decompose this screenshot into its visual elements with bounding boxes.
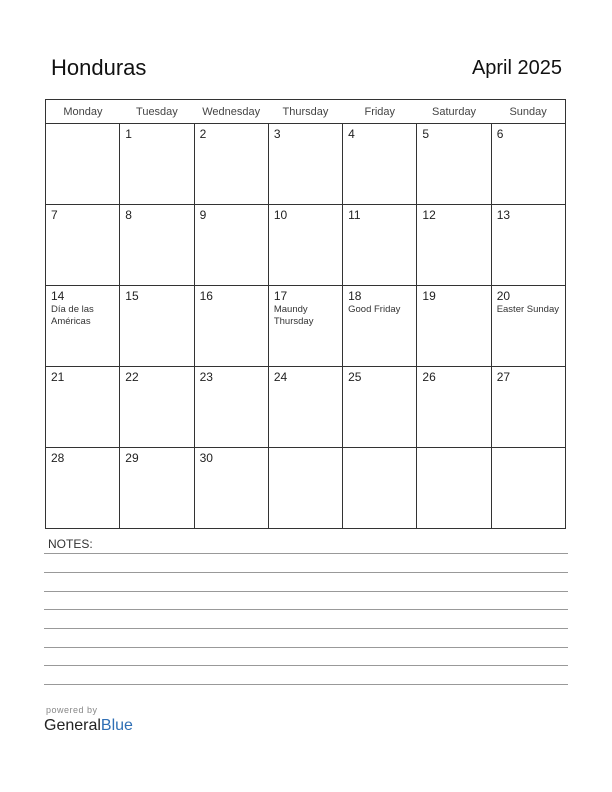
day-number: 11 xyxy=(348,208,361,222)
day-cell xyxy=(46,205,120,286)
day-cell xyxy=(343,124,417,205)
country-title: Honduras xyxy=(51,55,147,80)
day-cell xyxy=(417,367,491,448)
note-line xyxy=(44,591,568,592)
week-row xyxy=(46,286,566,367)
day-number: 28 xyxy=(51,451,65,465)
day-number: 6 xyxy=(496,127,504,141)
note-line xyxy=(44,553,568,554)
note-line xyxy=(44,684,568,685)
day-number: 23 xyxy=(199,370,213,384)
day-cell xyxy=(343,286,417,367)
day-cell xyxy=(268,367,342,448)
day-cell xyxy=(268,286,342,367)
day-number: 13 xyxy=(496,208,511,222)
week-row xyxy=(46,205,566,286)
day-number: 15 xyxy=(125,289,139,303)
day-number: 26 xyxy=(422,370,436,384)
day-number: 7 xyxy=(51,208,58,222)
day-number: 5 xyxy=(422,127,430,141)
weekday-monday: Monday xyxy=(46,100,120,124)
day-cell xyxy=(46,286,120,367)
note-line xyxy=(44,609,568,610)
note-line xyxy=(44,647,568,648)
weekday-friday: Friday xyxy=(343,100,417,124)
note-line xyxy=(44,665,568,666)
day-number: 30 xyxy=(199,451,213,465)
day-cell xyxy=(268,448,342,529)
day-cell xyxy=(491,367,565,448)
day-number: 2 xyxy=(199,127,207,141)
day-number: 22 xyxy=(125,370,139,384)
day-number: 3 xyxy=(273,127,281,141)
month-title: April 2025 xyxy=(471,57,562,79)
weekday-header-row xyxy=(46,100,566,124)
day-number: 24 xyxy=(273,370,288,384)
day-number: 4 xyxy=(348,127,355,141)
day-number: 12 xyxy=(422,208,436,222)
powered-by-text: powered by xyxy=(46,705,98,715)
day-cell xyxy=(120,124,194,205)
week-row xyxy=(46,124,566,205)
day-cell xyxy=(46,448,120,529)
holiday-label: Día de las Américas xyxy=(51,304,94,327)
day-number: 10 xyxy=(273,208,288,222)
day-number: 16 xyxy=(199,289,213,303)
holiday-label: Good Friday xyxy=(348,304,401,315)
day-number: 25 xyxy=(348,370,362,384)
holiday-label: Easter Sunday xyxy=(496,304,560,315)
day-cell xyxy=(120,448,194,529)
weekday-thursday: Thursday xyxy=(268,100,342,124)
weekday-saturday: Saturday xyxy=(417,100,491,124)
note-line xyxy=(44,572,568,573)
weekday-tuesday: Tuesday xyxy=(120,100,194,124)
day-cell xyxy=(491,124,565,205)
week-row xyxy=(46,448,566,529)
day-number: 1 xyxy=(125,127,132,141)
day-cell xyxy=(417,286,491,367)
day-cell xyxy=(417,448,491,529)
day-cell xyxy=(46,124,120,205)
day-number: 19 xyxy=(422,289,436,303)
brand-blue: Blue xyxy=(100,717,133,734)
day-cell xyxy=(491,448,565,529)
day-cell xyxy=(343,448,417,529)
holiday-label: Maundy Thursday xyxy=(273,304,314,327)
day-cell xyxy=(120,286,194,367)
day-number: 9 xyxy=(199,208,207,222)
day-number: 20 xyxy=(496,289,511,303)
day-cell xyxy=(194,448,268,529)
brand-general: General xyxy=(44,717,101,734)
day-number: 18 xyxy=(348,289,362,303)
day-cell xyxy=(194,205,268,286)
week-row xyxy=(46,367,566,448)
day-cell xyxy=(268,124,342,205)
day-number: 17 xyxy=(273,289,288,303)
day-cell xyxy=(194,286,268,367)
calendar-grid xyxy=(45,99,566,529)
day-number: 8 xyxy=(125,208,132,222)
day-cell xyxy=(417,205,491,286)
day-number: 27 xyxy=(496,370,511,384)
day-cell xyxy=(268,205,342,286)
day-number: 14 xyxy=(51,289,65,303)
day-cell xyxy=(343,205,417,286)
day-cell xyxy=(120,367,194,448)
day-cell xyxy=(417,124,491,205)
day-cell xyxy=(194,124,268,205)
day-cell xyxy=(46,367,120,448)
note-line xyxy=(44,628,568,629)
day-number: 29 xyxy=(125,451,139,465)
weekday-sunday: Sunday xyxy=(491,100,565,124)
day-number: 21 xyxy=(51,370,65,384)
day-cell xyxy=(491,205,565,286)
weekday-wednesday: Wednesday xyxy=(194,100,268,124)
notes-label: NOTES: xyxy=(48,537,93,551)
day-cell xyxy=(194,367,268,448)
day-cell xyxy=(120,205,194,286)
generalblue-logo xyxy=(44,717,133,735)
day-cell xyxy=(343,367,417,448)
day-cell xyxy=(491,286,565,367)
